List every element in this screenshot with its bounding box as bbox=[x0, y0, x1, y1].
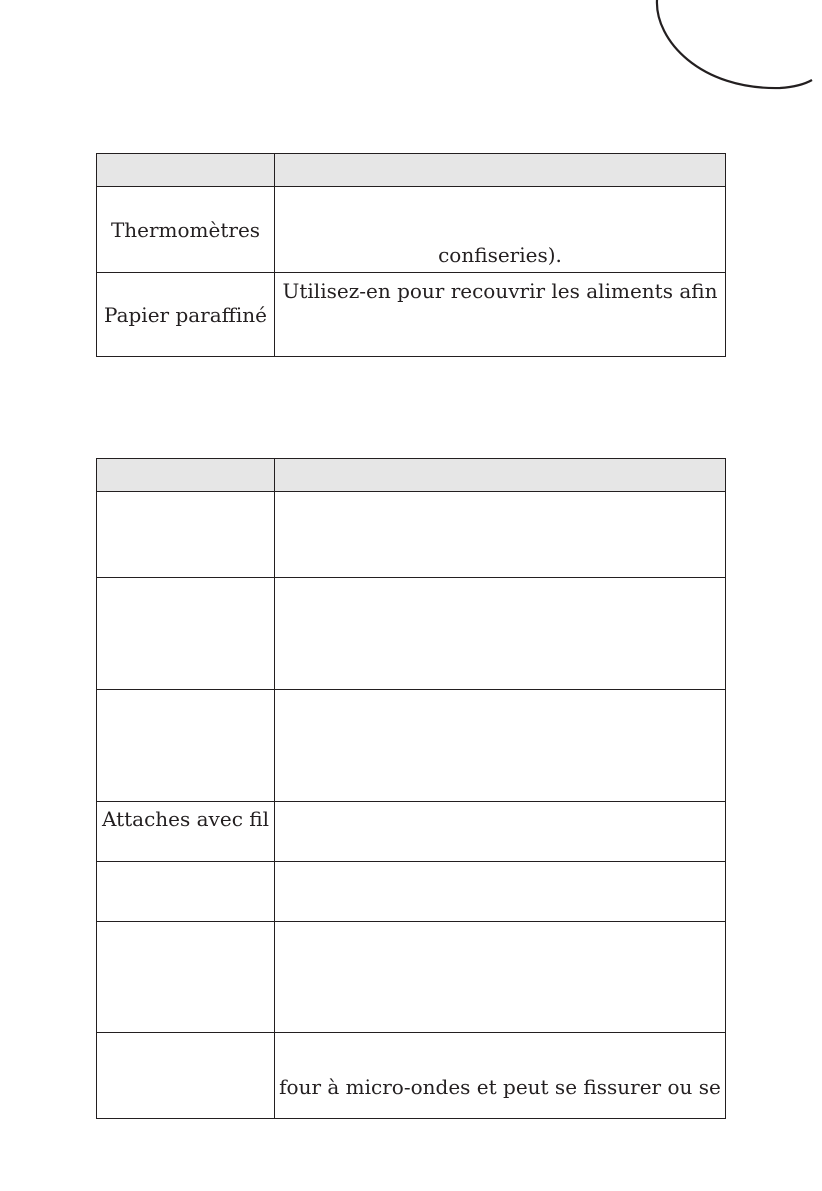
description-cell bbox=[275, 492, 726, 578]
table-row bbox=[97, 690, 726, 802]
description-cell bbox=[275, 578, 726, 690]
description-text: Utilisez-en pour recouvrir les aliments afin bbox=[282, 279, 718, 303]
item-cell: Thermomètres bbox=[97, 187, 275, 273]
item-cell bbox=[97, 862, 275, 922]
header-cell-item bbox=[97, 459, 275, 492]
item-cell bbox=[97, 578, 275, 690]
page-corner-arc bbox=[0, 0, 822, 120]
table-row bbox=[97, 273, 726, 357]
description-cell bbox=[275, 862, 726, 922]
header-cell-item bbox=[97, 154, 275, 187]
header-cell-description bbox=[275, 459, 726, 492]
description-cell bbox=[275, 1033, 726, 1119]
table-row bbox=[97, 578, 726, 690]
description-text: confiseries). bbox=[438, 243, 562, 267]
table-row bbox=[97, 1033, 726, 1119]
item-cell bbox=[97, 690, 275, 802]
table-row bbox=[97, 922, 726, 1033]
item-cell: Attaches avec fil bbox=[97, 802, 275, 862]
item-cell bbox=[97, 1033, 275, 1119]
description-text: four à micro-ondes et peut se fissurer ou se bbox=[279, 1075, 721, 1099]
description-cell bbox=[275, 690, 726, 802]
table-header-row bbox=[97, 459, 726, 492]
table-header-row bbox=[97, 154, 726, 187]
utensils-table-1 bbox=[96, 153, 726, 357]
item-cell: Papier paraffiné bbox=[97, 273, 275, 357]
utensils-table-2 bbox=[96, 458, 726, 1119]
item-cell bbox=[97, 922, 275, 1033]
item-cell bbox=[97, 492, 275, 578]
table-row bbox=[97, 802, 726, 862]
table-row bbox=[97, 492, 726, 578]
description-cell bbox=[275, 273, 726, 357]
table-row bbox=[97, 187, 726, 273]
description-cell bbox=[275, 802, 726, 862]
description-cell bbox=[275, 187, 726, 273]
header-cell-description bbox=[275, 154, 726, 187]
table-row bbox=[97, 862, 726, 922]
description-cell bbox=[275, 922, 726, 1033]
